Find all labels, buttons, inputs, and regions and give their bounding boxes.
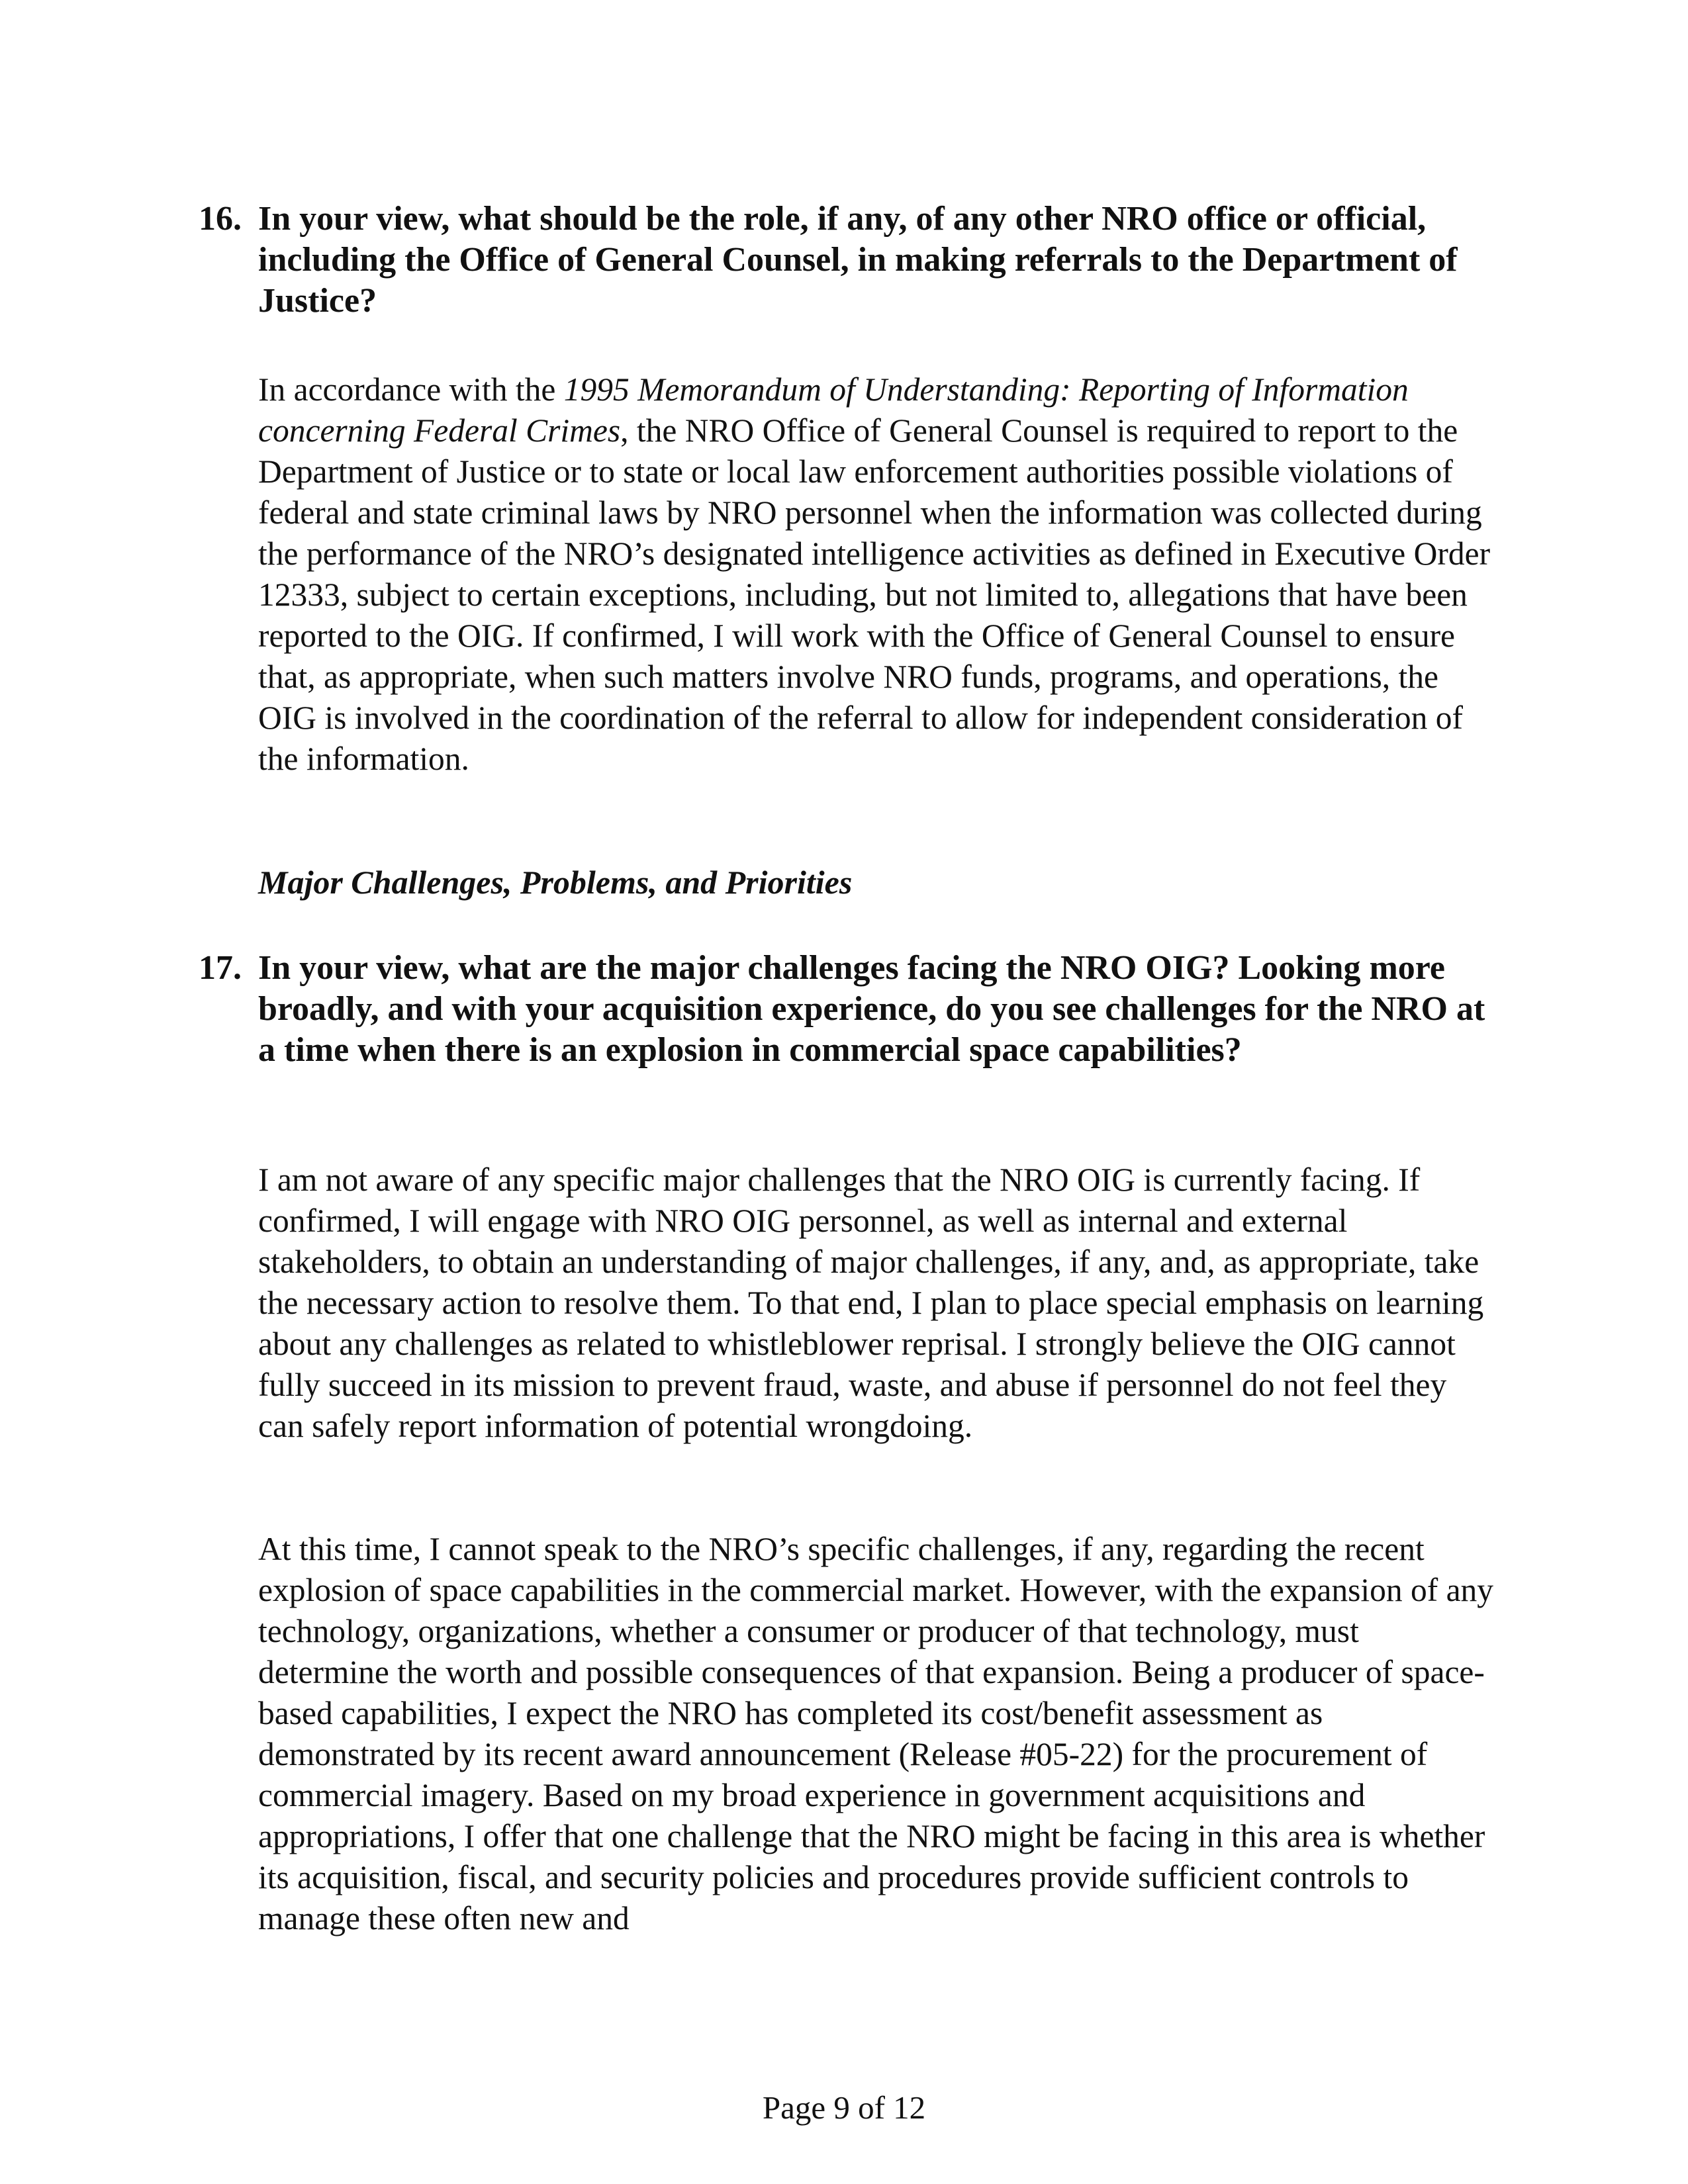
question-number: 16.	[199, 200, 242, 238]
answer-16-paragraph	[258, 369, 1496, 780]
section-heading: Major Challenges, Problems, and Priorities	[258, 864, 853, 901]
memorandum-title: 1995 Memorandum of Understanding: Reporting of Information concerning Federal Crimes	[258, 371, 1409, 449]
answer-body: , the NRO Office of General Counsel is required to report to the Department of Justice or to state or local law enforcement authorities possible violations of federal and state criminal laws by NRO personnel when the information was collected during the performance of the NRO’s designated intelligence activities as defined in Executive Order 12333, subject to certain exceptions, including, but not limited to, allegations that have been reported to the OIG. If confirmed, I will work with the Office of General Counsel to ensure that, as appropriate, when such matters involve NRO funds, programs, and operations, the OIG is involved in the coordination of the referral to allow for independent consideration of the information.	[258, 412, 1491, 777]
page-number-footer: Page 9 of 12	[762, 2089, 926, 2126]
question-16	[199, 199, 1496, 322]
answer-17-paragraph-2: At this time, I cannot speak to the NRO’s specific challenges, if any, regarding the recent explosion of space capabilities in the commercial market. However, with the expansion of any technology, organizations, whether a consumer or producer of that technology, must determine the worth and possible consequences of that expansion. Being a producer of space-based capabilities, I expect the NRO has completed its cost/benefit assessment as demonstrated by its recent award announcement (Release #05-22) for the procurement of commercial imagery. Based on my broad experience in government acquisitions and appropriations, I offer that one challenge that the NRO might be facing in this area is whether its acquisition, fiscal, and security policies and procedures provide sufficient controls to manage these often new and	[258, 1531, 1494, 1936]
question-text: In your view, what should be the role, if any, of any other NRO office or official, including the Office of General Counsel, in making referrals to the Department of Justice?	[258, 200, 1458, 320]
question-17	[199, 948, 1496, 1071]
answer-lead: In accordance with the	[258, 371, 564, 408]
answer-17-paragraph-1: I am not aware of any specific major challenges that the NRO OIG is currently facing. If confirmed, I will engage with NRO OIG personnel, as well as internal and external stakeholders, to obtain an understanding of major challenges, if any, and, as appropriate, take the necessary action to resolve them. To that end, I plan to place special emphasis on learning about any challenges as related to whistleblower reprisal. I strongly believe the OIG cannot fully succeed in its mission to prevent fraud, waste, and abuse if personnel do not feel they can safely report information of potential wrongdoing.	[258, 1161, 1484, 1444]
question-text: In your view, what are the major challenges facing the NRO OIG? Looking more broadly, and with your acquisition experience, do you see challenges for the NRO at a time when there is an explosion in commercial space capabilities?	[258, 949, 1485, 1069]
question-number: 17.	[199, 949, 242, 987]
